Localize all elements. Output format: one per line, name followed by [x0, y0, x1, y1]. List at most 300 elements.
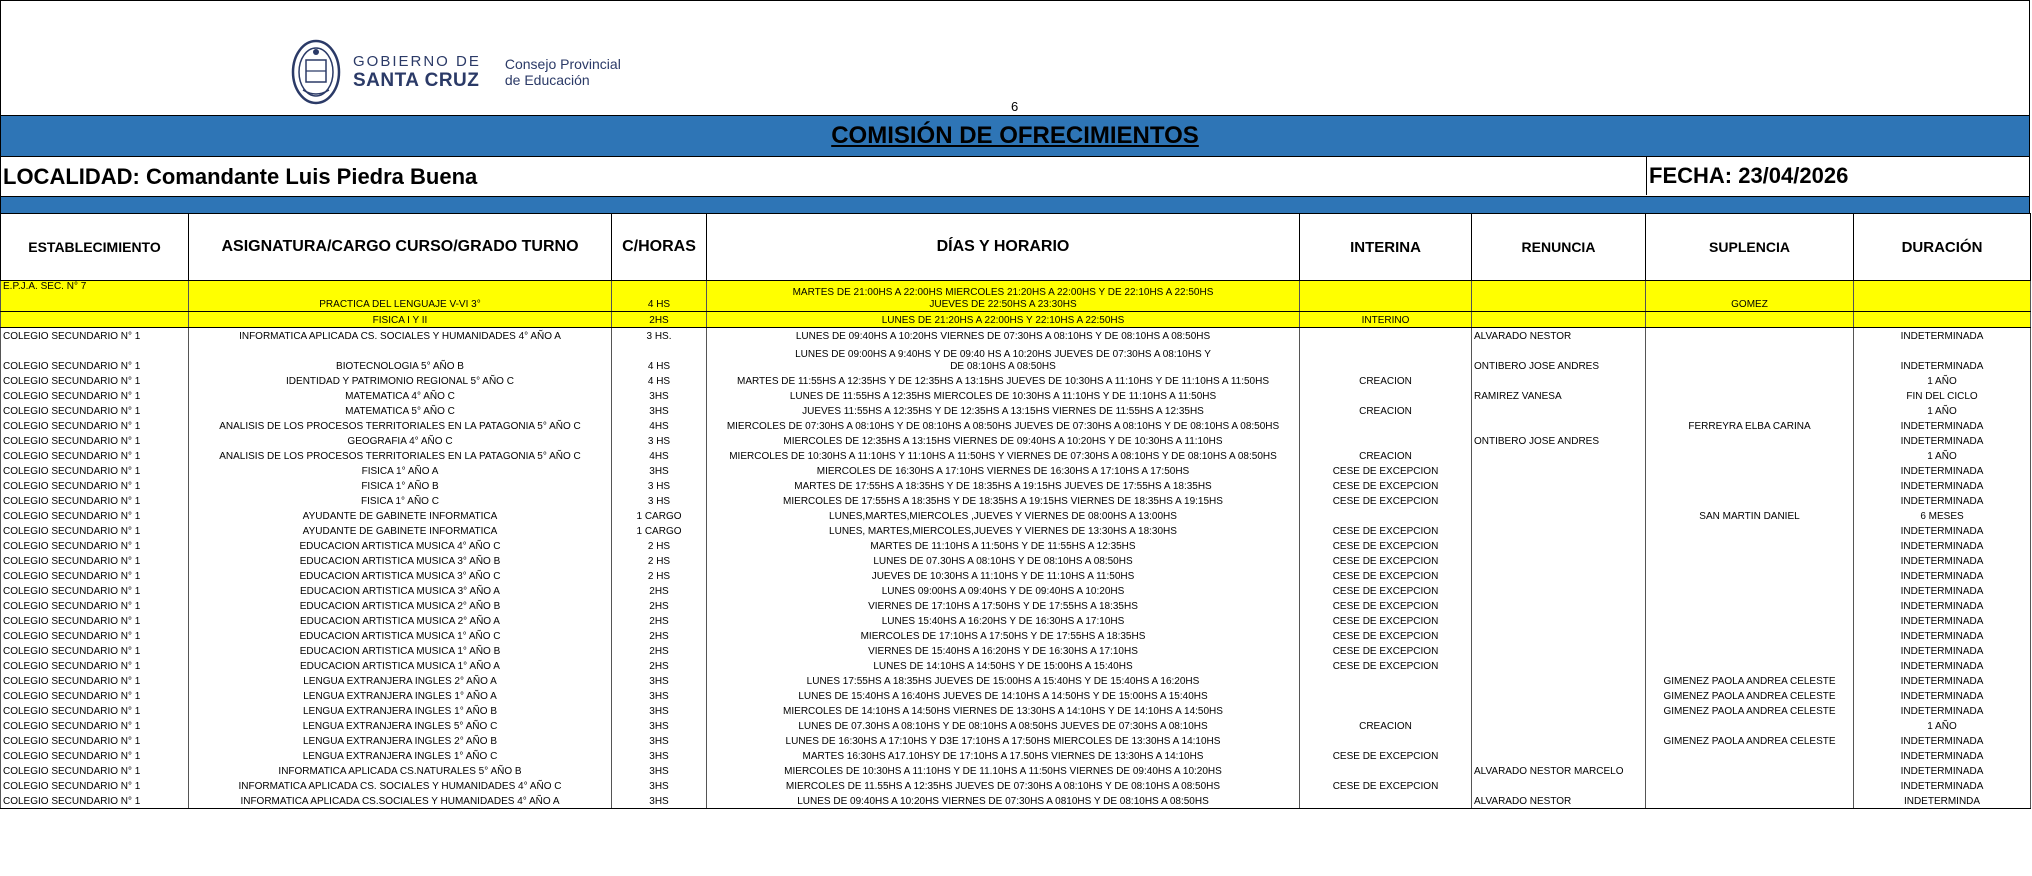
table-row: [1, 343, 2031, 373]
cell-establecimiento: COLEGIO SECUNDARIO N° 1: [1, 478, 189, 493]
cell-renuncia: [1472, 568, 1646, 583]
cell-horas: 3HS: [612, 718, 707, 733]
cell-duracion: INDETERMINADA: [1854, 703, 2031, 718]
cell-horas: 3 HS: [612, 433, 707, 448]
table-row: [1, 643, 2031, 658]
table-row: [1, 478, 2031, 493]
cell-renuncia: [1472, 448, 1646, 463]
cell-renuncia: [1472, 643, 1646, 658]
document-header: [0, 0, 2030, 115]
cell-suplencia: GOMEZ: [1646, 281, 1854, 312]
cell-horas: 3HS: [612, 763, 707, 778]
government-name: [353, 54, 481, 90]
table-row: [1, 553, 2031, 568]
cell-interina: CESE DE EXCEPCION: [1300, 538, 1472, 553]
cell-renuncia: [1472, 281, 1646, 312]
cell-suplencia: GIMENEZ PAOLA ANDREA CELESTE: [1646, 733, 1854, 748]
cell-duracion: 1 AÑO: [1854, 448, 2031, 463]
cell-interina: [1300, 433, 1472, 448]
cell-asignatura: INFORMATICA APLICADA CS. SOCIALES Y HUMANIDADES 4° AÑO A: [189, 328, 612, 344]
cell-establecimiento: COLEGIO SECUNDARIO N° 1: [1, 733, 189, 748]
cell-asignatura: PRACTICA DEL LENGUAJE V-VI 3°: [189, 281, 612, 312]
cell-suplencia: [1646, 312, 1854, 328]
cell-dias-horario: LUNES DE 07.30HS A 08:10HS Y DE 08:10HS A 08:50HS JUEVES DE 07:30HS A 08:10HS: [707, 718, 1300, 733]
cell-horas: 3HS: [612, 463, 707, 478]
cell-interina: CREACION: [1300, 448, 1472, 463]
table-row: [1, 733, 2031, 748]
cell-dias-horario: MARTES 16:30HS A17.10HSY DE 17:10HS A 17.50HS VIERNES DE 13:30HS A 14:10HS: [707, 748, 1300, 763]
cell-asignatura: EDUCACION ARTISTICA MUSICA 1° AÑO B: [189, 643, 612, 658]
table-header-row: [1, 214, 2031, 281]
table-row: [1, 523, 2031, 538]
column-header: INTERINA: [1300, 214, 1472, 281]
column-header: C/HORAS: [612, 214, 707, 281]
table-row: [1, 493, 2031, 508]
cell-duracion: INDETERMINADA: [1854, 343, 2031, 373]
cell-asignatura: LENGUA EXTRANJERA INGLES 1° AÑO A: [189, 688, 612, 703]
cell-dias-horario: LUNES 17:55HS A 18:35HS JUEVES DE 15:00HS A 15:40HS Y DE 15:40HS A 16:20HS: [707, 673, 1300, 688]
cell-asignatura: IDENTIDAD Y PATRIMONIO REGIONAL 5° AÑO C: [189, 373, 612, 388]
cell-renuncia: [1472, 748, 1646, 763]
cell-dias-horario: MIERCOLES DE 07:30HS A 08:10HS Y DE 08:10HS A 08:50HS JUEVES DE 07:30HS A 08:10HS Y DE 08:10HS A 08:50HS: [707, 418, 1300, 433]
cell-suplencia: [1646, 613, 1854, 628]
cell-suplencia: GIMENEZ PAOLA ANDREA CELESTE: [1646, 688, 1854, 703]
table-row: [1, 598, 2031, 613]
table-row: [1, 583, 2031, 598]
column-header: SUPLENCIA: [1646, 214, 1854, 281]
cell-establecimiento: [1, 312, 189, 328]
cell-asignatura: EDUCACION ARTISTICA MUSICA 3° AÑO B: [189, 553, 612, 568]
cell-duracion: INDETERMINADA: [1854, 493, 2031, 508]
cell-dias-horario: LUNES DE 09:00HS A 9:40HS Y DE 09:40 HS A 10:20HS JUEVES DE 07:30HS A 08:10HS Y DE 08:10HS A 08:50HS: [707, 343, 1300, 373]
cell-horas: 4 HS: [612, 373, 707, 388]
cell-horas: 3HS: [612, 778, 707, 793]
fecha-label: FECHA: 23/04/2026: [1649, 163, 1849, 188]
cell-suplencia: [1646, 478, 1854, 493]
cell-dias-horario: JUEVES 11:55HS A 12:35HS Y DE 12:35HS A 13:15HS VIERNES DE 11:55HS A 12:35HS: [707, 403, 1300, 418]
cell-asignatura: FISICA I Y II: [189, 312, 612, 328]
cell-interina: CESE DE EXCEPCION: [1300, 643, 1472, 658]
cell-renuncia: [1472, 478, 1646, 493]
cell-asignatura: LENGUA EXTRANJERA INGLES 1° AÑO C: [189, 748, 612, 763]
cell-dias-horario: VIERNES DE 17:10HS A 17:50HS Y DE 17:55HS A 18:35HS: [707, 598, 1300, 613]
cell-asignatura: LENGUA EXTRANJERA INGLES 2° AÑO B: [189, 733, 612, 748]
cell-horas: 2 HS: [612, 553, 707, 568]
cell-asignatura: BIOTECNOLOGIA 5° AÑO B: [189, 343, 612, 373]
table-row: [1, 718, 2031, 733]
cell-suplencia: [1646, 523, 1854, 538]
cell-interina: [1300, 703, 1472, 718]
cell-suplencia: [1646, 628, 1854, 643]
cell-horas: 2HS: [612, 643, 707, 658]
cell-suplencia: [1646, 763, 1854, 778]
cell-horas: 4 HS: [612, 343, 707, 373]
cell-asignatura: MATEMATICA 4° AÑO C: [189, 388, 612, 403]
cell-duracion: 1 AÑO: [1854, 373, 2031, 388]
cell-duracion: INDETERMINADA: [1854, 523, 2031, 538]
cell-renuncia: [1472, 628, 1646, 643]
cell-duracion: INDETERMINADA: [1854, 778, 2031, 793]
cell-suplencia: [1646, 388, 1854, 403]
table-row: [1, 538, 2031, 553]
cell-establecimiento: COLEGIO SECUNDARIO N° 1: [1, 508, 189, 523]
cell-establecimiento: COLEGIO SECUNDARIO N° 1: [1, 688, 189, 703]
cell-interina: [1300, 763, 1472, 778]
cell-interina: [1300, 281, 1472, 312]
cell-duracion: INDETERMINADA: [1854, 418, 2031, 433]
cell-establecimiento: COLEGIO SECUNDARIO N° 1: [1, 763, 189, 778]
table-row: [1, 373, 2031, 388]
column-header: DÍAS Y HORARIO: [707, 214, 1300, 281]
gov-line-1: GOBIERNO DE: [353, 53, 481, 70]
cell-horas: 1 CARGO: [612, 523, 707, 538]
cell-renuncia: [1472, 583, 1646, 598]
cell-duracion: INDETERMINADA: [1854, 433, 2031, 448]
cell-duracion: INDETERMINADA: [1854, 733, 2031, 748]
cell-interina: [1300, 343, 1472, 373]
cell-suplencia: SAN MARTIN DANIEL: [1646, 508, 1854, 523]
cell-suplencia: [1646, 403, 1854, 418]
table-row: [1, 568, 2031, 583]
cell-establecimiento: E.P.J.A. SEC. N° 7: [1, 281, 189, 312]
cell-asignatura: LENGUA EXTRANJERA INGLES 5° AÑO C: [189, 718, 612, 733]
cell-duracion: INDETERMINADA: [1854, 463, 2031, 478]
table-row: [1, 433, 2031, 448]
cell-renuncia: [1472, 673, 1646, 688]
cell-asignatura: EDUCACION ARTISTICA MUSICA 4° AÑO C: [189, 538, 612, 553]
cell-renuncia: [1472, 312, 1646, 328]
cell-dias-horario: JUEVES DE 10:30HS A 11:10HS Y DE 11:10HS A 11:50HS: [707, 568, 1300, 583]
cell-establecimiento: COLEGIO SECUNDARIO N° 1: [1, 343, 189, 373]
offers-table: [0, 213, 2031, 809]
cell-renuncia: ALVARADO NESTOR MARCELO: [1472, 763, 1646, 778]
cell-interina: [1300, 388, 1472, 403]
cell-establecimiento: COLEGIO SECUNDARIO N° 1: [1, 553, 189, 568]
cell-renuncia: [1472, 508, 1646, 523]
cell-horas: 3 HS.: [612, 328, 707, 344]
cell-asignatura: INFORMATICA APLICADA CS.SOCIALES Y HUMANIDADES 4° AÑO A: [189, 793, 612, 809]
table-row: [1, 508, 2031, 523]
cell-establecimiento: COLEGIO SECUNDARIO N° 1: [1, 643, 189, 658]
cell-asignatura: INFORMATICA APLICADA CS.NATURALES 5° AÑO B: [189, 763, 612, 778]
cell-asignatura: FISICA 1° AÑO C: [189, 493, 612, 508]
cell-dias-horario: LUNES,MARTES,MIERCOLES ,JUEVES Y VIERNES DE 08:00HS A 13:00HS: [707, 508, 1300, 523]
cell-suplencia: [1646, 493, 1854, 508]
cell-renuncia: [1472, 418, 1646, 433]
cell-asignatura: EDUCACION ARTISTICA MUSICA 3° AÑO C: [189, 568, 612, 583]
table-row: [1, 703, 2031, 718]
separator-strip: [0, 197, 2030, 213]
page-number: 6: [1011, 99, 1019, 114]
cell-interina: CESE DE EXCEPCION: [1300, 628, 1472, 643]
government-logo: [291, 37, 621, 107]
cell-duracion: INDETERMINADA: [1854, 763, 2031, 778]
cell-asignatura: EDUCACION ARTISTICA MUSICA 1° AÑO C: [189, 628, 612, 643]
cell-interina: CESE DE EXCEPCION: [1300, 568, 1472, 583]
cell-duracion: INDETERMINADA: [1854, 688, 2031, 703]
cell-establecimiento: COLEGIO SECUNDARIO N° 1: [1, 448, 189, 463]
cell-horas: 4 HS: [612, 281, 707, 312]
cell-asignatura: INFORMATICA APLICADA CS. SOCIALES Y HUMANIDADES 4° AÑO C: [189, 778, 612, 793]
cell-duracion: INDETERMINADA: [1854, 538, 2031, 553]
cell-duracion: INDETERMINADA: [1854, 643, 2031, 658]
cell-renuncia: [1472, 403, 1646, 418]
cell-renuncia: ALVARADO NESTOR: [1472, 328, 1646, 344]
cell-interina: CESE DE EXCEPCION: [1300, 748, 1472, 763]
table-row: [1, 628, 2031, 643]
cell-horas: 2HS: [612, 312, 707, 328]
table-row: [1, 418, 2031, 433]
cell-asignatura: FISICA 1° AÑO A: [189, 463, 612, 478]
council-name: [505, 56, 621, 88]
cell-renuncia: [1472, 703, 1646, 718]
cell-suplencia: FERREYRA ELBA CARINA: [1646, 418, 1854, 433]
cell-establecimiento: COLEGIO SECUNDARIO N° 1: [1, 598, 189, 613]
cell-interina: [1300, 733, 1472, 748]
cell-renuncia: [1472, 493, 1646, 508]
cell-duracion: INDETERMINADA: [1854, 328, 2031, 344]
cell-horas: 3 HS: [612, 478, 707, 493]
table-row: [1, 463, 2031, 478]
cell-renuncia: [1472, 658, 1646, 673]
cell-dias-horario: MIERCOLES DE 10:30HS A 11:10HS Y 11:10HS A 11:50HS Y VIERNES DE 07:30HS A 08:10HS Y DE 08:10HS A 08:50HS: [707, 448, 1300, 463]
cell-duracion: INDETERMINADA: [1854, 553, 2031, 568]
table-row: [1, 763, 2031, 778]
cell-suplencia: [1646, 718, 1854, 733]
cell-renuncia: [1472, 613, 1646, 628]
cell-horas: 3HS: [612, 733, 707, 748]
cell-horas: 3HS: [612, 403, 707, 418]
cell-suplencia: [1646, 658, 1854, 673]
cell-establecimiento: COLEGIO SECUNDARIO N° 1: [1, 388, 189, 403]
cell-duracion: 1 AÑO: [1854, 718, 2031, 733]
cell-horas: 3HS: [612, 688, 707, 703]
cell-dias-horario: MARTES DE 17:55HS A 18:35HS Y DE 18:35HS A 19:15HS JUEVES DE 17:55HS A 18:35HS: [707, 478, 1300, 493]
cell-horas: 2HS: [612, 628, 707, 643]
council-line-1: Consejo Provincial: [504, 55, 621, 72]
cell-interina: [1300, 508, 1472, 523]
cell-renuncia: [1472, 553, 1646, 568]
table-row: [1, 281, 2031, 312]
cell-duracion: INDETERMINDA: [1854, 793, 2031, 809]
cell-horas: 3HS: [612, 793, 707, 809]
cell-interina: CESE DE EXCEPCION: [1300, 463, 1472, 478]
cell-duracion: INDETERMINADA: [1854, 673, 2031, 688]
cell-establecimiento: COLEGIO SECUNDARIO N° 1: [1, 418, 189, 433]
table-row: [1, 778, 2031, 793]
cell-dias-horario: LUNES DE 11:55HS A 12:35HS MIERCOLES DE 10:30HS A 11:10HS Y DE 11:10HS A 11:50HS: [707, 388, 1300, 403]
cell-suplencia: [1646, 448, 1854, 463]
cell-establecimiento: COLEGIO SECUNDARIO N° 1: [1, 568, 189, 583]
cell-establecimiento: COLEGIO SECUNDARIO N° 1: [1, 583, 189, 598]
table-row: [1, 328, 2031, 344]
cell-establecimiento: COLEGIO SECUNDARIO N° 1: [1, 718, 189, 733]
cell-suplencia: [1646, 343, 1854, 373]
cell-renuncia: [1472, 733, 1646, 748]
cell-horas: 2 HS: [612, 568, 707, 583]
cell-suplencia: [1646, 598, 1854, 613]
cell-asignatura: EDUCACION ARTISTICA MUSICA 3° AÑO A: [189, 583, 612, 598]
table-row: [1, 388, 2031, 403]
table-row: [1, 403, 2031, 418]
cell-duracion: INDETERMINADA: [1854, 628, 2031, 643]
cell-suplencia: [1646, 553, 1854, 568]
cell-interina: [1300, 418, 1472, 433]
cell-establecimiento: COLEGIO SECUNDARIO N° 1: [1, 403, 189, 418]
cell-asignatura: MATEMATICA 5° AÑO C: [189, 403, 612, 418]
cell-interina: CESE DE EXCEPCION: [1300, 778, 1472, 793]
column-header: DURACIÓN: [1854, 214, 2031, 281]
cell-dias-horario: MARTES DE 11:10HS A 11:50HS Y DE 11:55HS A 12:35HS: [707, 538, 1300, 553]
cell-horas: 2HS: [612, 613, 707, 628]
provincial-seal-icon: [291, 38, 341, 106]
cell-dias-horario: MIERCOLES DE 11.55HS A 12:35HS JUEVES DE 07:30HS A 08:10HS Y DE 08:10HS A 08:50HS: [707, 778, 1300, 793]
cell-renuncia: [1472, 778, 1646, 793]
cell-horas: 4HS: [612, 418, 707, 433]
cell-establecimiento: COLEGIO SECUNDARIO N° 1: [1, 523, 189, 538]
title-bar: [0, 115, 2030, 157]
cell-interina: [1300, 688, 1472, 703]
cell-dias-horario: LUNES 15:40HS A 16:20HS Y DE 16:30HS A 17:10HS: [707, 613, 1300, 628]
cell-dias-horario: MIERCOLES DE 14:10HS A 14:50HS VIERNES DE 13:30HS A 14:10HS Y DE 14:10HS A 14:50HS: [707, 703, 1300, 718]
cell-duracion: INDETERMINADA: [1854, 598, 2031, 613]
cell-renuncia: RAMIREZ VANESA: [1472, 388, 1646, 403]
cell-asignatura: LENGUA EXTRANJERA INGLES 2° AÑO A: [189, 673, 612, 688]
cell-establecimiento: COLEGIO SECUNDARIO N° 1: [1, 778, 189, 793]
cell-establecimiento: COLEGIO SECUNDARIO N° 1: [1, 748, 189, 763]
cell-interina: CREACION: [1300, 373, 1472, 388]
cell-dias-horario: LUNES, MARTES,MIERCOLES,JUEVES Y VIERNES DE 13:30HS A 18:30HS: [707, 523, 1300, 538]
localidad-label: LOCALIDAD: Comandante Luis Piedra Buena: [3, 164, 478, 189]
cell-interina: CREACION: [1300, 403, 1472, 418]
cell-suplencia: [1646, 433, 1854, 448]
cell-horas: 1 CARGO: [612, 508, 707, 523]
cell-duracion: [1854, 281, 2031, 312]
cell-duracion: [1854, 312, 2031, 328]
table-row: [1, 793, 2031, 809]
cell-suplencia: GIMENEZ PAOLA ANDREA CELESTE: [1646, 673, 1854, 688]
cell-suplencia: [1646, 568, 1854, 583]
cell-horas: 3HS: [612, 748, 707, 763]
cell-dias-horario: LUNES DE 09:40HS A 10:20HS VIERNES DE 07:30HS A 0810HS Y DE 08:10HS A 08:50HS: [707, 793, 1300, 809]
cell-establecimiento: COLEGIO SECUNDARIO N° 1: [1, 628, 189, 643]
cell-asignatura: AYUDANTE DE GABINETE INFORMATICA: [189, 523, 612, 538]
location-bar: [0, 157, 2030, 197]
cell-interina: [1300, 793, 1472, 809]
cell-renuncia: [1472, 688, 1646, 703]
column-header: RENUNCIA: [1472, 214, 1646, 281]
cell-interina: CESE DE EXCEPCION: [1300, 553, 1472, 568]
cell-renuncia: ONTIBERO JOSE ANDRES: [1472, 343, 1646, 373]
table-row: [1, 748, 2031, 763]
table-row: [1, 688, 2031, 703]
cell-renuncia: [1472, 463, 1646, 478]
cell-asignatura: EDUCACION ARTISTICA MUSICA 1° AÑO A: [189, 658, 612, 673]
cell-dias-horario: MIERCOLES DE 17:10HS A 17:50HS Y DE 17:55HS A 18:35HS: [707, 628, 1300, 643]
cell-horas: 3HS: [612, 703, 707, 718]
cell-interina: CESE DE EXCEPCION: [1300, 598, 1472, 613]
cell-asignatura: GEOGRAFIA 4° AÑO C: [189, 433, 612, 448]
cell-asignatura: EDUCACION ARTISTICA MUSICA 2° AÑO B: [189, 598, 612, 613]
cell-establecimiento: COLEGIO SECUNDARIO N° 1: [1, 433, 189, 448]
cell-renuncia: ALVARADO NESTOR: [1472, 793, 1646, 809]
cell-interina: CESE DE EXCEPCION: [1300, 583, 1472, 598]
cell-interina: INTERINO: [1300, 312, 1472, 328]
cell-duracion: INDETERMINADA: [1854, 478, 2031, 493]
cell-dias-horario: MARTES DE 21:00HS A 22:00HS MIERCOLES 21:20HS A 22:00HS Y DE 22:10HS A 22:50HS JUEVES DE 22:50HS A 23:30HS: [707, 281, 1300, 312]
cell-dias-horario: LUNES DE 15:40HS A 16:40HS JUEVES DE 14:10HS A 14:50HS Y DE 15:00HS A 15:40HS: [707, 688, 1300, 703]
cell-duracion: INDETERMINADA: [1854, 613, 2031, 628]
cell-dias-horario: LUNES DE 16:30HS A 17:10HS Y D3E 17:10HS A 17:50HS MIERCOLES DE 13:30HS A 14:10HS: [707, 733, 1300, 748]
cell-suplencia: [1646, 583, 1854, 598]
cell-establecimiento: COLEGIO SECUNDARIO N° 1: [1, 373, 189, 388]
cell-establecimiento: COLEGIO SECUNDARIO N° 1: [1, 463, 189, 478]
cell-interina: CESE DE EXCEPCION: [1300, 523, 1472, 538]
cell-establecimiento: COLEGIO SECUNDARIO N° 1: [1, 673, 189, 688]
cell-suplencia: GIMENEZ PAOLA ANDREA CELESTE: [1646, 703, 1854, 718]
cell-horas: 2HS: [612, 583, 707, 598]
page-title: COMISIÓN DE OFRECIMIENTOS: [831, 122, 1199, 149]
cell-dias-horario: MIERCOLES DE 12:35HS A 13:15HS VIERNES DE 09:40HS A 10:20HS Y DE 10:30HS A 11:10HS: [707, 433, 1300, 448]
cell-horas: 2 HS: [612, 538, 707, 553]
cell-renuncia: [1472, 598, 1646, 613]
cell-interina: CREACION: [1300, 718, 1472, 733]
cell-duracion: 1 AÑO: [1854, 403, 2031, 418]
cell-suplencia: [1646, 643, 1854, 658]
cell-horas: 2HS: [612, 598, 707, 613]
table-row: [1, 613, 2031, 628]
cell-interina: CESE DE EXCEPCION: [1300, 493, 1472, 508]
cell-dias-horario: LUNES DE 21:20HS A 22:00HS Y 22:10HS A 22:50HS: [707, 312, 1300, 328]
cell-suplencia: [1646, 328, 1854, 344]
cell-duracion: INDETERMINADA: [1854, 583, 2031, 598]
table-row: [1, 673, 2031, 688]
cell-duracion: INDETERMINADA: [1854, 568, 2031, 583]
cell-duracion: INDETERMINADA: [1854, 748, 2031, 763]
cell-asignatura: FISICA 1° AÑO B: [189, 478, 612, 493]
cell-interina: [1300, 328, 1472, 344]
cell-dias-horario: LUNES DE 09:40HS A 10:20HS VIERNES DE 07:30HS A 08:10HS Y DE 08:10HS A 08:50HS: [707, 328, 1300, 344]
cell-horas: 3 HS: [612, 493, 707, 508]
cell-establecimiento: COLEGIO SECUNDARIO N° 1: [1, 613, 189, 628]
cell-renuncia: [1472, 523, 1646, 538]
cell-dias-horario: LUNES DE 07.30HS A 08:10HS Y DE 08:10HS A 08:50HS: [707, 553, 1300, 568]
table-row: [1, 312, 2031, 328]
cell-dias-horario: MARTES DE 11:55HS A 12:35HS Y DE 12:35HS A 13:15HS JUEVES DE 10:30HS A 11:10HS Y DE 11:10HS A 11:50HS: [707, 373, 1300, 388]
cell-establecimiento: COLEGIO SECUNDARIO N° 1: [1, 538, 189, 553]
cell-horas: 3HS: [612, 673, 707, 688]
table-row: [1, 448, 2031, 463]
cell-establecimiento: COLEGIO SECUNDARIO N° 1: [1, 658, 189, 673]
cell-interina: [1300, 673, 1472, 688]
cell-asignatura: ANALISIS DE LOS PROCESOS TERRITORIALES EN LA PATAGONIA 5° AÑO C: [189, 418, 612, 433]
gov-line-2: SANTA CRUZ: [353, 70, 480, 91]
cell-asignatura: LENGUA EXTRANJERA INGLES 1° AÑO B: [189, 703, 612, 718]
cell-suplencia: [1646, 793, 1854, 809]
cell-establecimiento: COLEGIO SECUNDARIO N° 1: [1, 703, 189, 718]
cell-suplencia: [1646, 538, 1854, 553]
cell-establecimiento: COLEGIO SECUNDARIO N° 1: [1, 328, 189, 344]
table-body: [1, 281, 2031, 809]
cell-suplencia: [1646, 778, 1854, 793]
cell-renuncia: [1472, 373, 1646, 388]
cell-dias-horario: MIERCOLES DE 16:30HS A 17:10HS VIERNES DE 16:30HS A 17:10HS A 17:50HS: [707, 463, 1300, 478]
cell-interina: CESE DE EXCEPCION: [1300, 478, 1472, 493]
cell-asignatura: EDUCACION ARTISTICA MUSICA 2° AÑO A: [189, 613, 612, 628]
cell-horas: 3HS: [612, 388, 707, 403]
cell-suplencia: [1646, 748, 1854, 763]
cell-interina: CESE DE EXCEPCION: [1300, 613, 1472, 628]
